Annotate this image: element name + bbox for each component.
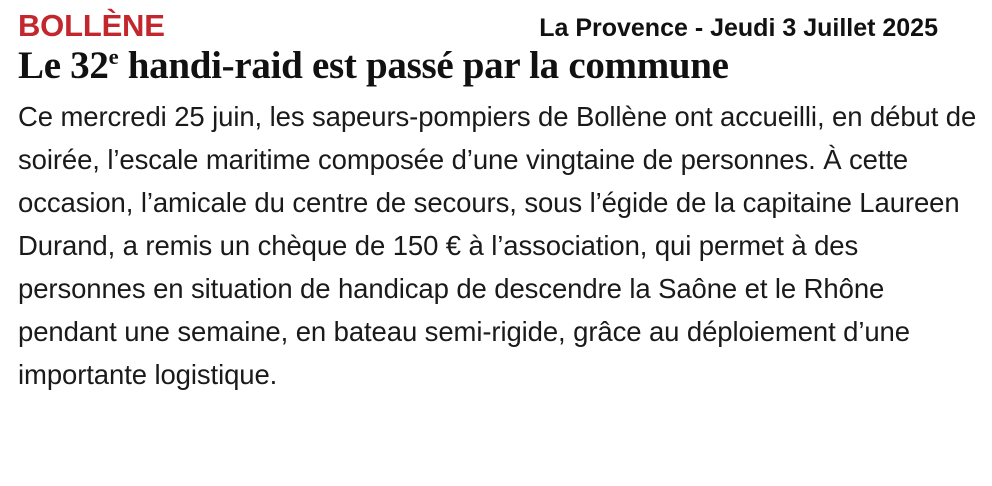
page-title [18, 45, 974, 87]
article-header [18, 10, 974, 43]
article-kicker: BOLLÈNE [18, 8, 165, 43]
article-source-date: La Provence - Jeudi 3 Juillet 2025 [539, 14, 938, 42]
article-body: Ce mercredi 25 juin, les sapeurs-pompiers de Bollène ont accueilli, en début de soirée, l’escale maritime composée d’une vingtaine de personnes. À cette occasion, l’amicale du centre de secours, sous l’égide de la capitaine Laureen Durand, a remis un chèque de 150 € à l’association, qui permet à des personnes en situation de handicap de descendre la Saône et le Rhône pendant une semaine, en bateau semi-rigide, grâce au déploiement d’une importante logistique. [18, 101, 977, 391]
headline-ordinal-suffix: e [108, 44, 119, 69]
headline-text-start: Le 32 [18, 44, 109, 87]
headline-text-end: handi-raid est passé par la commune [118, 44, 729, 87]
